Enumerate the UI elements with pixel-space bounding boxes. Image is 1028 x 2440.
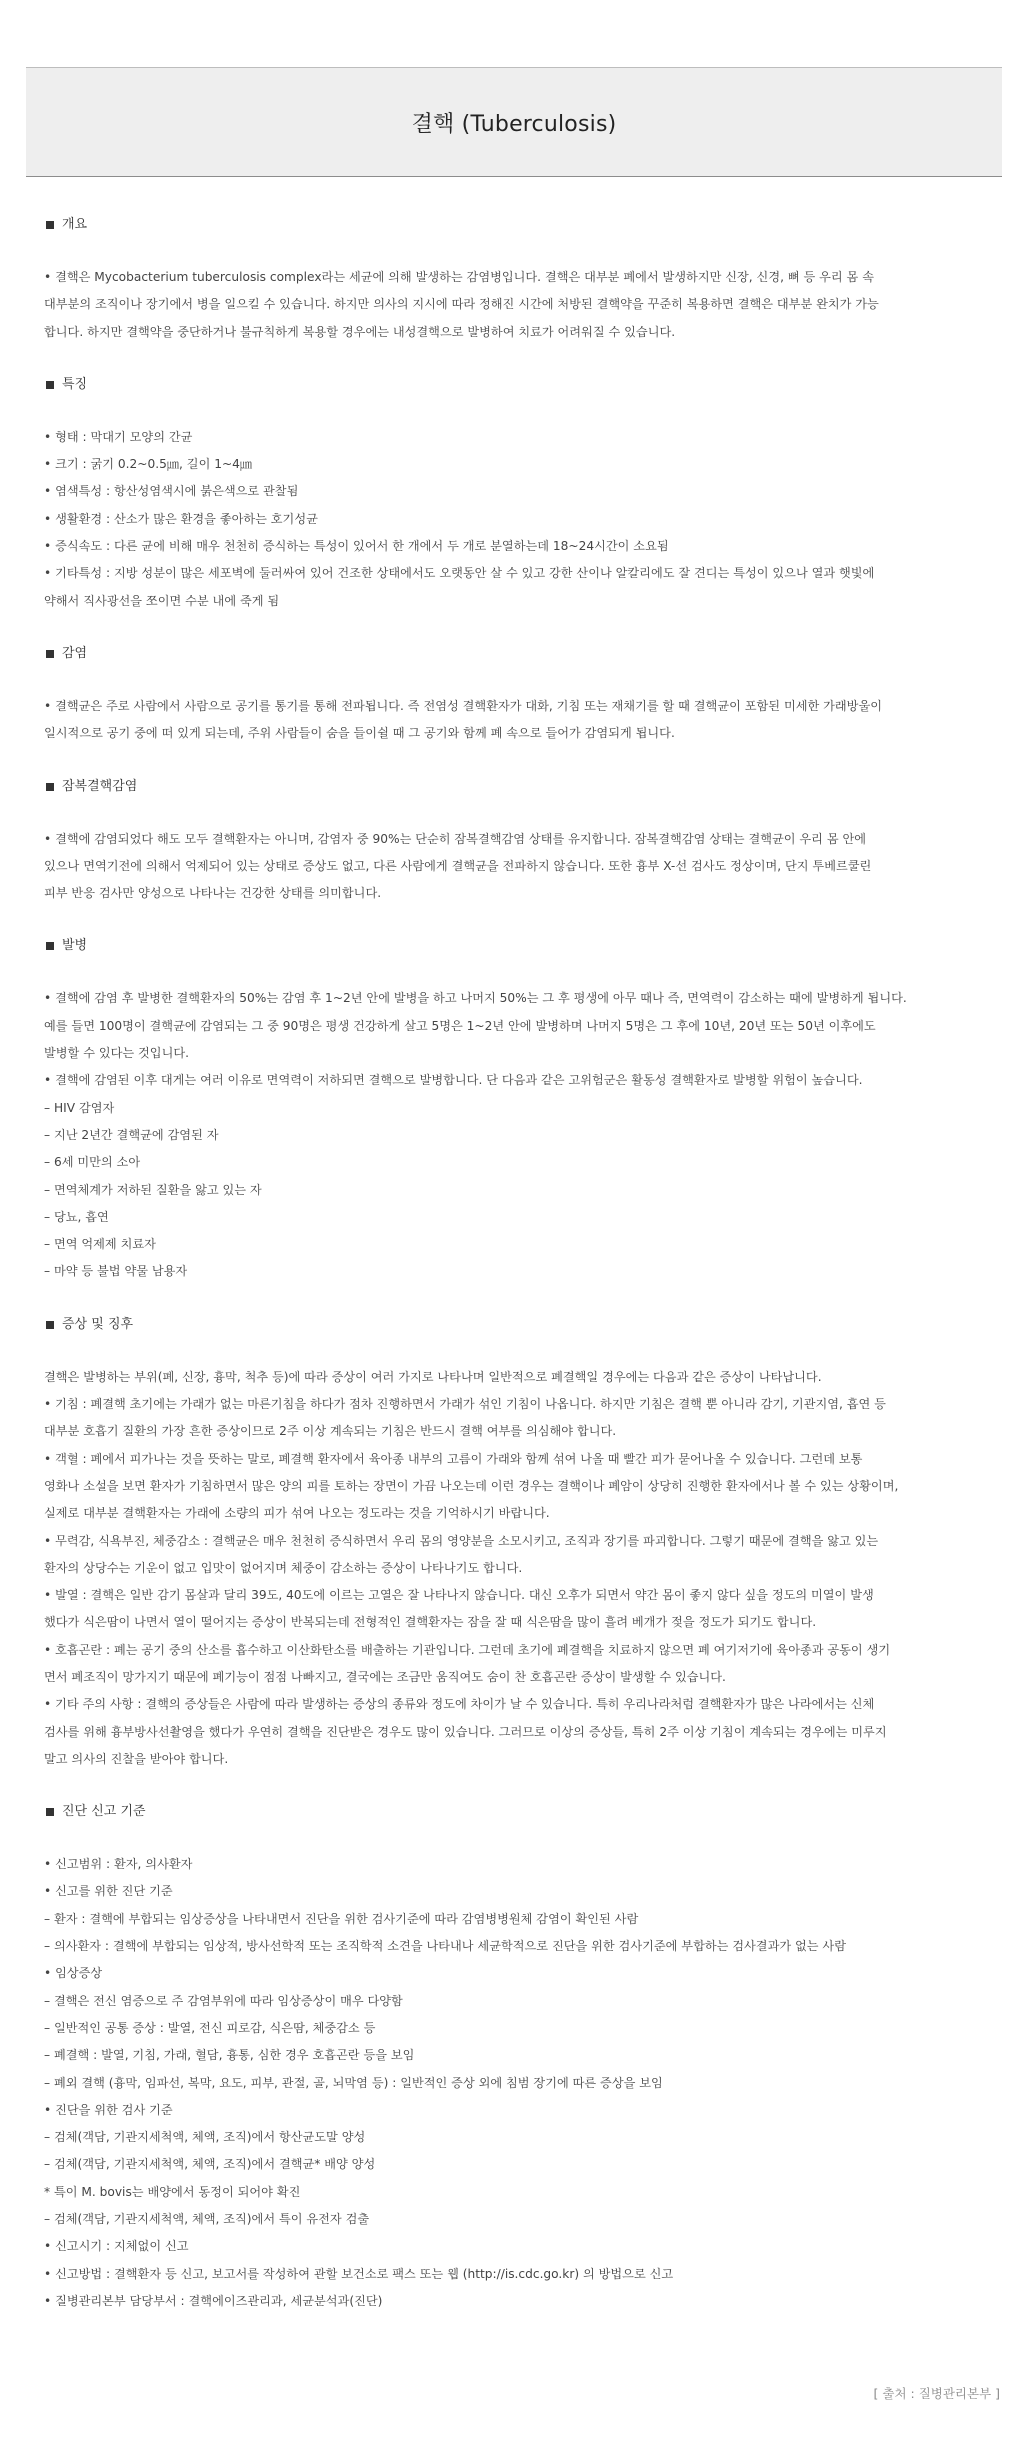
paragraph-line: • 객혈 : 폐에서 피가나는 것을 뜻하는 말로, 폐결핵 환자에서 육아종 내부의 고름이 가래와 함께 섞여 나올 때 빨간 피가 묻어나올 수 있습니다. 그런데 보통 (44, 1451, 863, 1466)
section-overview (44, 215, 1002, 346)
square-bullet-icon (46, 381, 54, 389)
paragraph-line: • 무력감, 식욕부진, 체중감소 : 결핵균은 매우 천천히 증식하면서 우리 몸의 영양분을 소모시키고, 조직과 장기를 파괴합니다. 그렇기 때문에 결핵을 앓고 있는 (44, 1533, 879, 1548)
paragraph-line: 약해서 직사광선을 쪼이면 수분 내에 죽게 됨 (44, 593, 280, 608)
source-credit: [ 출처 : 질병관리본부 ] (873, 2386, 1000, 2401)
paragraph-line: • 결핵에 감염되었다 해도 모두 결핵환자는 아니며, 감염자 중 90%는 단순히 잠복결핵감염 상태를 유지합니다. 잠복결핵감염 상태는 결핵균이 우리 몸 안에 (44, 831, 867, 846)
list-item: – 의사환자 : 결핵에 부합되는 임상적, 방사선학적 또는 조직학적 소견을 나타내나 세균학적으로 진단을 위한 검사기준에 부합하는 검사결과가 없는 사람 (44, 1939, 846, 1954)
list-item: – 6세 미만의 소아 (44, 1155, 141, 1170)
list-item: – 검체(객담, 기관지세척액, 체액, 조직)에서 특이 유전자 검출 (44, 2212, 370, 2227)
list-item: – 결핵은 전신 염증으로 주 감염부위에 따라 임상증상이 매우 다양함 (44, 1993, 403, 2008)
paragraph-line: • 호흡곤란 : 폐는 공기 중의 산소를 흡수하고 이산화탄소를 배출하는 기관입니다. 그런데 초기에 폐결핵을 치료하지 않으면 폐 여기저기에 육아종과 공동이 생기 (44, 1642, 891, 1657)
list-item: • 신고방법 : 결핵환자 등 신고, 보고서를 작성하여 관할 보건소로 팩스 또는 웹 (http://is.cdc.go.kr) 의 방법으로 신고 (44, 2266, 674, 2281)
title-box (26, 67, 1002, 177)
section-heading-text: 진단 신고 기준 (62, 1804, 146, 1820)
paragraph-line: 면서 폐조직이 망가지기 때문에 폐기능이 점점 나빠지고, 결국에는 조금만 움직여도 숨이 찬 호흡곤란 증상이 발생할 수 있습니다. (44, 1669, 726, 1684)
paragraph-line: 대부분의 조직이나 장기에서 병을 일으킬 수 있습니다. 하지만 의사의 지시에 따라 정해진 시간에 처방된 결핵약을 꾸준히 복용하면 결핵은 대부분 완치가 가능 (44, 297, 879, 312)
square-bullet-icon (46, 783, 54, 791)
paragraph-line: 일시적으로 공기 중에 떠 있게 되는데, 주위 사람들이 숨을 들이쉴 때 그 공기와 함께 폐 속으로 들어가 감염되게 됩니다. (44, 726, 675, 741)
section-heading (44, 644, 1002, 664)
section-symptoms (44, 1315, 1002, 1773)
list-item: * 특이 M. bovis는 배양에서 동정이 되어야 확진 (44, 2184, 301, 2199)
square-bullet-icon (46, 221, 54, 229)
section-diagnosis (44, 1802, 1002, 2315)
paragraph-line: 영화나 소설을 보면 환자가 기침하면서 많은 양의 피를 토하는 장면이 가끔 나오는데 이런 경우는 결핵이나 폐암이 상당히 진행한 환자에서나 볼 수 있는 상황이며, (44, 1478, 899, 1493)
section-latent (44, 777, 1002, 908)
section-heading-text: 특징 (62, 376, 88, 392)
section-heading (44, 1315, 1002, 1335)
paragraph-line: 예를 들면 100명이 결핵균에 감염되는 그 중 90명은 평생 건강하게 살고 5명은 1~2년 안에 발병하며 나머지 5명은 그 후에 10년, 20년 또는 50년 이후에도 (44, 1018, 876, 1033)
paragraph-line: 피부 반응 검사만 양성으로 나타나는 건강한 상태를 의미합니다. (44, 886, 382, 901)
paragraph-line: • 형태 : 막대기 모양의 간균 (44, 429, 193, 444)
paragraph-line: 있으나 면역기전에 의해서 억제되어 있는 상태로 증상도 없고, 다른 사람에게 결핵균을 전파하지 않습니다. 또한 흉부 X-선 검사도 정상이며, 단지 투베르쿨린 (44, 858, 872, 873)
section-onset (44, 936, 1002, 1285)
square-bullet-icon (46, 942, 54, 950)
list-item: • 신고범위 : 환자, 의사환자 (44, 1857, 193, 1872)
list-item: – 일반적인 공통 증상 : 발열, 전신 피로감, 식은땀, 체중감소 등 (44, 2020, 376, 2035)
paragraph-line: • 결핵에 감염 후 발병한 결핵환자의 50%는 감염 후 1~2년 안에 발병을 하고 나머지 50%는 그 후 평생에 아무 때나 즉, 면역력이 감소하는 때에 발병하게 됩니다. (44, 991, 907, 1006)
list-item: – 지난 2년간 결핵균에 감염된 자 (44, 1127, 219, 1142)
list-item: – 면역체계가 저하된 질환을 앓고 있는 자 (44, 1182, 262, 1197)
list-item: – 마약 등 불법 약물 남용자 (44, 1264, 188, 1279)
paragraph-line: • 기타특성 : 지방 성분이 많은 세포벽에 둘러싸여 있어 건조한 상태에서도 오랫동안 살 수 있고 강한 산이나 알칼리에도 잘 견디는 특성이 있으나 열과 햇빛에 (44, 566, 875, 581)
section-heading-text: 개요 (62, 217, 88, 232)
list-item: – 폐결핵 : 발열, 기침, 가래, 혈담, 흉통, 심한 경우 호흡곤란 등을 보임 (44, 2048, 415, 2063)
paragraph-line: 결핵은 발병하는 부위(폐, 신장, 흉막, 척추 등)에 따라 증상이 여러 가지로 나타나며 일반적으로 폐결핵일 경우에는 다음과 같은 증상이 나타납니다. (44, 1369, 822, 1384)
paragraph-line: 환자의 상당수는 기운이 없고 입맛이 없어지며 체중이 감소하는 증상이 나타나기도 합니다. (44, 1560, 523, 1575)
list-item: • 신고시기 : 지체없이 신고 (44, 2239, 189, 2254)
paragraph-line: 검사를 위해 흉부방사선촬영을 했다가 우연히 결핵을 진단받은 경우도 많이 있습니다. 그러므로 이상의 증상들, 특히 2주 이상 기침이 계속되는 경우에는 미루지 (44, 1724, 887, 1739)
page-title: 결핵 (Tuberculosis) (411, 111, 617, 137)
paragraph-line: • 결핵은 Mycobacterium tuberculosis complex라는 세균에 의해 발생하는 감염병입니다. 결핵은 대부분 폐에서 발생하지만 신장, 신경, 뼈 등 우리 몸 속 (44, 270, 874, 284)
list-item: – 폐외 결핵 (흉막, 임파선, 복막, 요도, 피부, 관절, 골, 뇌막염 등) : 일반적인 증상 외에 침범 장기에 따른 증상을 보임 (44, 2075, 663, 2090)
paragraph-line: 실제로 대부분 결핵환자는 가래에 소량의 피가 섞여 나오는 정도라는 것을 기억하시기 바랍니다. (44, 1506, 550, 1521)
section-heading-text: 잠복결핵감염 (62, 778, 138, 794)
section-infection (44, 644, 1002, 748)
paragraph-line: • 염색특성 : 항산성염색시에 붉은색으로 관찰됨 (44, 484, 299, 499)
paragraph-line: • 생활환경 : 산소가 많은 환경을 좋아하는 호기성균 (44, 511, 318, 526)
paragraph-line: • 발열 : 결핵은 일반 감기 몸살과 달리 39도, 40도에 이르는 고열은 잘 나타나지 않습니다. 대신 오후가 되면서 약간 몸이 좋지 않다 싶을 정도의 미열이 발생 (44, 1588, 874, 1603)
section-heading (44, 1802, 1002, 1822)
list-item: • 임상증상 (44, 1966, 103, 1981)
paragraph-line: • 결핵균은 주로 사람에서 사람으로 공기를 통기를 통해 전파됩니다. 즉 전염성 결핵환자가 대화, 기침 또는 재채기를 할 때 결핵균이 포함된 미세한 가래방울이 (44, 698, 882, 713)
paragraph-line: 대부분 호흡기 질환의 가장 흔한 증상이므로 2주 이상 계속되는 기침은 반드시 결핵 여부를 의심해야 합니다. (44, 1424, 617, 1439)
square-bullet-icon (46, 650, 54, 658)
section-features (44, 375, 1002, 615)
list-item: • 진단을 위한 검사 기준 (44, 2102, 173, 2117)
paragraph-line: 합니다. 하지만 결핵약을 중단하거나 불규칙하게 복용할 경우에는 내성결핵으로 발병하여 치료가 어려워질 수 있습니다. (44, 324, 676, 339)
section-heading-text: 감염 (62, 645, 88, 661)
list-item: • 신고를 위한 진단 기준 (44, 1884, 173, 1899)
paragraph-line: • 기침 : 폐결핵 초기에는 가래가 없는 마른기침을 하다가 점차 진행하면서 가래가 섞인 기침이 나옵니다. 하지만 기침은 결핵 뿐 아니라 감기, 기관지염, 흡연 등 (44, 1397, 886, 1412)
list-item: – 당뇨, 흡연 (44, 1209, 109, 1224)
content (44, 215, 1002, 2344)
paragraph-line: • 증식속도 : 다른 균에 비해 매우 천천히 증식하는 특성이 있어서 한 개에서 두 개로 분열하는데 18~24시간이 소요됨 (44, 539, 669, 554)
paragraph-line: 했다가 식은땀이 나면서 열이 떨어지는 증상이 반복되는데 전형적인 결핵환자는 잠을 잘 때 식은땀을 많이 흘려 베개가 젖을 정도가 되기도 합니다. (44, 1615, 817, 1630)
paragraph-line: 말고 의사의 진찰을 받아야 합니다. (44, 1751, 229, 1766)
paragraph-line: • 기타 주의 사항 : 결핵의 증상들은 사람에 따라 발생하는 증상의 종류와 정도에 차이가 날 수 있습니다. 특히 우리나라처럼 결핵환자가 많은 나라에서는 신체 (44, 1697, 875, 1712)
paragraph-line: • 크기 : 굵기 0.2~0.5㎛, 길이 1~4㎛ (44, 457, 253, 472)
list-item: – 검체(객담, 기관지세척액, 체액, 조직)에서 항산균도말 양성 (44, 2130, 366, 2145)
list-item: – HIV 감염자 (44, 1100, 115, 1115)
square-bullet-icon (46, 1321, 54, 1329)
section-heading (44, 215, 1002, 235)
list-item: – 환자 : 결핵에 부합되는 임상증상을 나타내면서 진단을 위한 검사기준에 따라 감염병병원체 감염이 확인된 사람 (44, 1911, 639, 1926)
list-item: • 질병관리본부 담당부서 : 결핵에이즈관리과, 세균분석과(진단) (44, 2293, 383, 2308)
paragraph-line: 발병할 수 있다는 것입니다. (44, 1046, 190, 1061)
section-heading-text: 증상 및 징후 (62, 1316, 134, 1332)
square-bullet-icon (46, 1808, 54, 1816)
list-item: – 검체(객담, 기관지세척액, 체액, 조직)에서 결핵균* 배양 양성 (44, 2157, 376, 2172)
section-heading (44, 777, 1002, 797)
section-heading (44, 936, 1002, 956)
paragraph-line: • 결핵에 감염된 이후 대게는 여러 이유로 면역력이 저하되면 결핵으로 발병합니다. 단 다음과 같은 고위험군은 활동성 결핵환자로 발병할 위험이 높습니다. (44, 1073, 863, 1088)
section-heading-text: 발병 (62, 938, 88, 954)
list-item: – 면역 억제제 치료자 (44, 1237, 156, 1252)
section-heading (44, 375, 1002, 395)
